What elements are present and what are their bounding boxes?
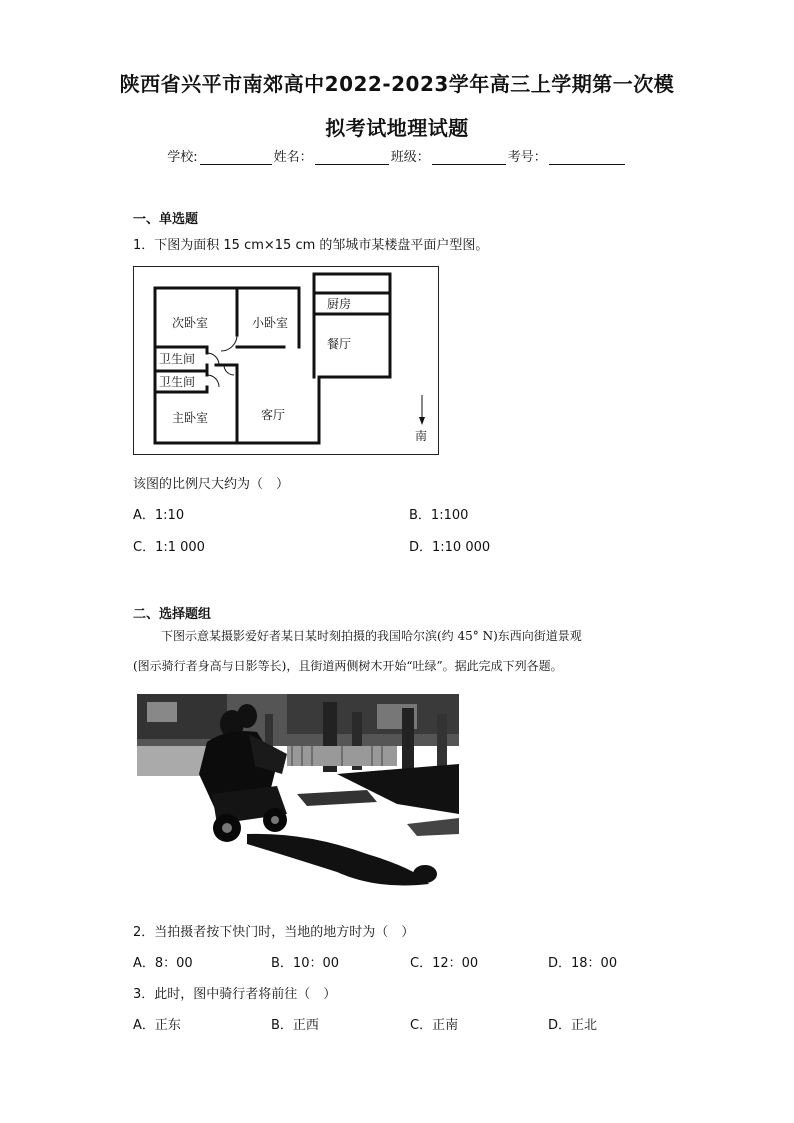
name-blank[interactable] <box>315 150 389 165</box>
section-heading-question-group: 二、选择题组 <box>133 607 212 622</box>
exam-title-line-2: 拟考试地理试题 <box>325 116 469 140</box>
student-info-line <box>0 146 794 165</box>
school-blank[interactable] <box>200 150 272 165</box>
number-label: 考号： <box>507 150 547 165</box>
class-label: 班级： <box>390 150 430 165</box>
exam-title-line-1: 陕西省兴平市南郊高中2022-2023学年高三上学期第一次模 <box>119 72 675 96</box>
room-label-second-bedroom: 次卧室 <box>172 316 209 330</box>
question-3-stem: 3．此时，图中骑行者将前往（ ） <box>133 987 337 1002</box>
q2-option-b[interactable]: B．10：00 <box>271 956 340 971</box>
class-blank[interactable] <box>432 150 506 165</box>
q3-option-d[interactable]: D．正北 <box>548 1018 598 1033</box>
q1-option-c[interactable]: C．1:1 000 <box>133 540 205 555</box>
number-blank[interactable] <box>549 150 625 165</box>
q3-option-b[interactable]: B．正西 <box>271 1018 319 1033</box>
name-label: 姓名： <box>273 150 313 165</box>
room-label-small-bedroom: 小卧室 <box>252 316 289 330</box>
q2-option-d[interactable]: D．18：00 <box>548 956 618 971</box>
room-label-kitchen: 厨房 <box>327 297 352 311</box>
q2-option-a[interactable]: A．8：00 <box>133 956 193 971</box>
room-label-bathroom-1: 卫生间 <box>159 352 196 366</box>
south-arrow-icon <box>419 395 425 425</box>
floor-plan-figure <box>133 266 439 455</box>
room-label-living-room: 客厅 <box>261 408 286 422</box>
question-2-stem: 2．当拍摄者按下快门时，当地的地方时为（ ） <box>133 925 415 940</box>
street-photo <box>137 694 459 898</box>
question-group-intro-line-1: 下图示意某摄影爱好者某日某时刻拍摄的我国哈尔滨(约 45° N)东西向街道景观 <box>161 629 582 643</box>
q3-option-c[interactable]: C．正南 <box>410 1018 459 1033</box>
question-1-ask: 该图的比例尺大约为（ ） <box>133 477 290 492</box>
room-label-bathroom-2: 卫生间 <box>159 375 196 389</box>
q1-option-d[interactable]: D．1:10 000 <box>409 540 491 555</box>
room-label-master-bedroom: 主卧室 <box>172 411 209 425</box>
section-heading-single-choice: 一、单选题 <box>133 212 199 227</box>
q1-option-a[interactable]: A．1:10 <box>133 508 185 523</box>
south-label: 南 <box>415 429 428 443</box>
q1-option-b[interactable]: B．1:100 <box>409 508 469 523</box>
question-1-stem: 1．下图为面积 15 cm×15 cm 的邹城市某楼盘平面户型图。 <box>133 238 489 253</box>
question-group-intro-line-2: (图示骑行者身高与日影等长)，且街道两侧树木开始“吐绿”。据此完成下列各题。 <box>133 659 563 673</box>
q2-option-c[interactable]: C．12：00 <box>410 956 479 971</box>
q3-option-a[interactable]: A．正东 <box>133 1018 181 1033</box>
room-label-dining-room: 餐厅 <box>327 337 352 351</box>
school-label: 学校: <box>167 150 198 165</box>
